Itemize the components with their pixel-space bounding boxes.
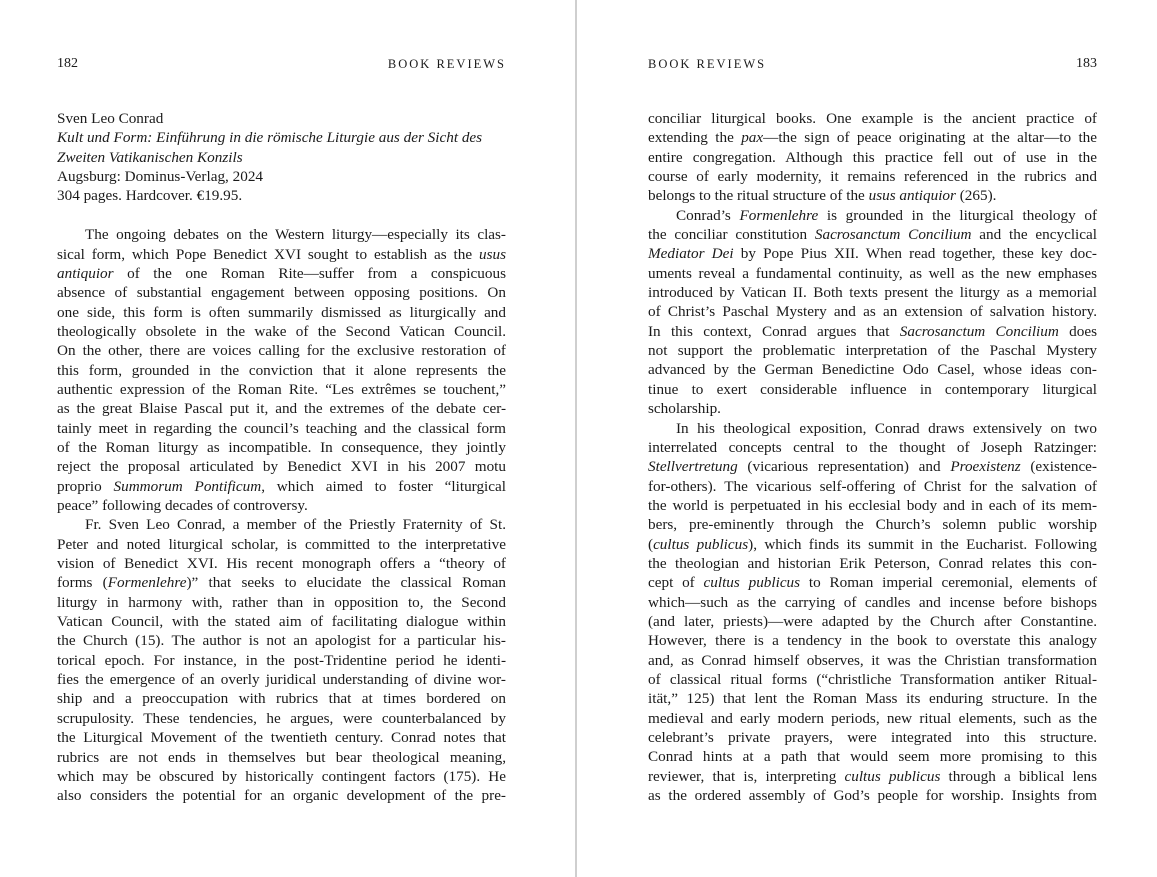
book-publisher: Augsburg: Dominus-Verlag, 2024	[57, 168, 264, 186]
text-line: Mediator Dei by Pope Pius XII. When read together, these key doc-	[648, 245, 1097, 263]
text-line: (cultus publicus), which finds its summit in the Eucharist. Following	[648, 535, 1097, 553]
text-line: antiquior of the one Roman Rite—suffer from a conspicuous	[57, 264, 506, 282]
text-line: forms (Formenlehre)” that seeks to elucidate the classical Roman	[57, 574, 506, 592]
review-text	[57, 225, 506, 805]
text-line: advanced by the German Benedictine Odo Casel, whose ideas con-	[648, 361, 1097, 379]
text-line: the conciliar constitution Sacrosanctum Concilium and the encyclical	[648, 226, 1097, 244]
page-number: 183	[1076, 56, 1097, 71]
text-line: which may be obscured by historically contingent factors (175). He	[57, 767, 506, 785]
text-line: ship and a preoccupation with rubrics that at times bordered on	[57, 690, 506, 708]
text-line: torical epoch. For instance, in the post-Tridentine period he identi-	[57, 651, 506, 669]
text-line: On the other, there are voices calling for the exclusive restoration of	[57, 342, 506, 360]
book-author: Sven Leo Conrad	[57, 110, 164, 127]
page-number: 182	[57, 56, 78, 71]
text-line: vision of Benedict XVI. His recent monograph offers a “theory of	[57, 555, 506, 573]
text-line: celebrant’s private prayers, were integrated into this structure.	[648, 729, 1097, 746]
text-line: absence of substantial engagement between opposing positions. On	[57, 284, 506, 302]
text-line: (and later, priests)—were adapted by the Church after Constantine.	[648, 612, 1097, 630]
text-line: Conrad hints at a path that would seem more promising to this	[648, 748, 1097, 766]
text-line: cept of cultus publicus to Roman imperial ceremonial, elements of	[648, 574, 1097, 592]
text-line: scholarship.	[648, 400, 721, 418]
text-line: bers, pre-eminently through the Church’s solemn public worship	[648, 516, 1097, 534]
text-line: interrelated concepts central to the thought of Joseph Ratzinger:	[648, 438, 1097, 456]
text-line: fies the emergence of an overly juridical understanding of divine wor-	[57, 671, 506, 689]
text-line: rubrics are not ends in themselves but bear theological meaning,	[57, 748, 506, 766]
text-line: of the Roman liturgy as incompatible. In consequence, they jointly	[57, 439, 506, 456]
text-line: reviewer, that is, interpreting cultus publicus through a biblical lens	[648, 767, 1098, 785]
book-title	[57, 128, 506, 147]
text-line: authentic expression of the Roman Rite. “Les extrêmes se touchent,”	[57, 380, 506, 398]
text-line: the world is perpetuated in his ecclesial body and in each of its mem-	[648, 496, 1097, 514]
text-line: In this context, Conrad argues that Sacrosanctum Concilium does	[648, 322, 1097, 340]
text-line: uments reveal a fundamental continuity, as well as the new emphases	[648, 264, 1097, 282]
text-line: extending the pax—the sign of peace originating at the altar—to the	[648, 129, 1097, 147]
text-line: the Liturgical Movement of the twentieth century. Conrad notes that	[57, 729, 506, 747]
left-running-head	[57, 56, 506, 74]
running-head-title: BOOK REVIEWS	[648, 57, 767, 71]
text-line: tinue to exert considerable influence in contemporary liturgical	[648, 380, 1097, 398]
text-line: medieval and early modern periods, new ritual elements, such as the	[648, 709, 1097, 727]
right-page-body	[648, 109, 1097, 805]
text-line: belongs to the ritual structure of the usus antiquior (265).	[648, 187, 997, 205]
text-line: of Christ’s Paschal Mystery and as an extension of salvation history.	[648, 303, 1097, 321]
text-line: course of early modernity, it remains referenced in the rubrics and	[648, 168, 1097, 186]
book-title-cont	[57, 148, 506, 167]
text-line: entire congregation. Although this practice fell out of use in the	[648, 148, 1097, 166]
text-line: which—such as the carrying of candles and incense before bishops	[648, 593, 1097, 611]
text-line: this form, grounded in the conviction that it alone represents the	[57, 361, 506, 379]
text-line: Fr. Sven Leo Conrad, a member of the Priestly Fraternity of St.	[85, 516, 506, 534]
book-title-line: Zweiten Vatikanischen Konzils	[57, 148, 243, 166]
text-line: The ongoing debates on the Western liturgy—especially its clas-	[85, 226, 506, 244]
text-line: of classical ritual forms (“christliche Transformation antiker Ritual-	[648, 670, 1097, 688]
book-details: 304 pages. Hardcover. €19.95.	[57, 187, 243, 205]
text-line: one side, this form is often summarily dismissed as liturgically and	[57, 303, 506, 321]
book-title-line: Kult und Form: Einführung in die römische Liturgie aus der Sicht des	[57, 129, 483, 147]
book-citation	[57, 109, 506, 206]
page-gutter-divider	[575, 0, 577, 877]
text-line: theologically obsolete in the wake of the Second Vatican Council.	[57, 322, 506, 340]
text-line: the Church (15). The author is not an apologist for a particular his-	[57, 632, 506, 650]
text-line: and, as Conrad himself observes, it was the Christian transformation	[648, 651, 1097, 669]
text-line: ität,” 125) that lent the Roman Mass its enduring structure. In the	[648, 690, 1097, 708]
text-line: Peter and noted liturgical scholar, is committed to the interpretative	[57, 535, 506, 553]
text-line: conciliar liturgical books. One example is the ancient practice of	[648, 110, 1097, 127]
left-page-body	[57, 109, 506, 806]
text-line: proprio Summorum Pontificum, which aimed to foster “liturgical	[57, 477, 506, 495]
text-line: However, there is a tendency in the book to overstate this analogy	[648, 632, 1097, 650]
text-line: also considers the potential for an organic development of the pre-	[57, 787, 506, 805]
text-line: Vatican Council, with the stated aim of facilitating dialogue within	[57, 613, 506, 631]
text-line: Conrad’s Formenlehre is grounded in the liturgical theology of	[676, 206, 1097, 224]
text-line: as the great Blaise Pascal put it, and the extremes of the debate cer-	[57, 400, 506, 418]
text-line: the theologian and historian Erik Peterson, Conrad relates this con-	[648, 554, 1097, 572]
text-line: introduced by Vatican II. Both texts present the liturgy as a memorial	[648, 284, 1097, 302]
text-line: sical form, which Pope Benedict XVI sought to establish as the usus	[57, 245, 506, 263]
text-line: Stellvertretung (vicarious representation) and Proexistenz (existence-	[648, 458, 1097, 476]
text-line: not support the problematic interpretation of the Paschal Mystery	[648, 342, 1097, 360]
right-running-head	[648, 56, 1097, 74]
running-head-title: BOOK REVIEWS	[387, 57, 506, 71]
text-line: as the ordered assembly of God’s people for worship. Insights from	[648, 787, 1097, 805]
text-line: In his theological exposition, Conrad draws extensively on two	[676, 419, 1097, 437]
text-line: peace” following decades of controversy.	[57, 497, 308, 515]
text-line: scrupulosity. These tendencies, he argues, were counterbalanced by	[57, 709, 506, 727]
text-line: tainly meet in regarding the council’s teaching and the classical form	[57, 419, 506, 437]
text-line: reject the proposal articulated by Benedict XVI in his 2007 motu	[57, 458, 506, 476]
text-line: liturgy in harmony with, rather than in opposition to, the Second	[57, 593, 506, 611]
text-line: for-others). The vicarious self-offering of Christ for the salvation of	[648, 477, 1097, 495]
